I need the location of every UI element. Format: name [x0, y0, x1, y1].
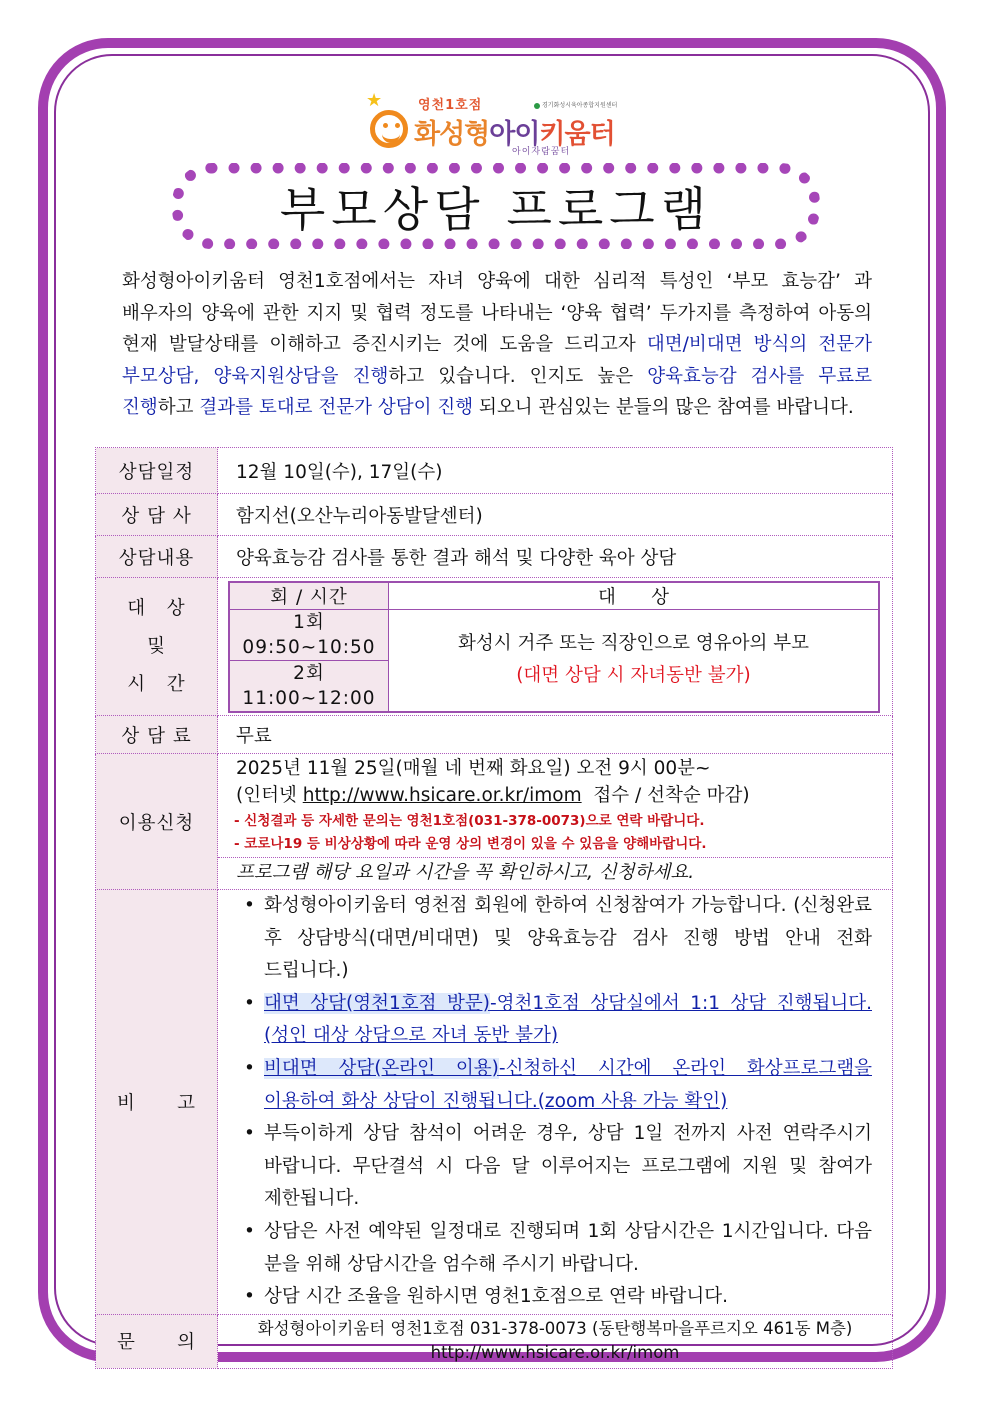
label-target-line3: 시 간 — [127, 673, 186, 695]
row-inquiry — [96, 1314, 893, 1368]
session-1 — [229, 609, 389, 660]
remark-2-text: -영천1호점 상담실에서 1:1 상담 진행됩니다.(성인 대상 상담으로 자녀 동반 불가) — [264, 992, 872, 1047]
intro-text-2: 하고 있습니다. 인지도 높은 — [388, 365, 648, 387]
row-apply — [96, 754, 893, 890]
remark-6-text: 상담 시간 조율을 원하시면 영천1호점으로 연락 바랍니다. — [264, 1286, 728, 1308]
header-target: 대 상 — [389, 582, 880, 610]
row-target — [96, 578, 893, 716]
session-header — [229, 582, 879, 610]
label-apply: 이용신청 — [96, 754, 218, 890]
remark-2-highlight: 대면 상담(영천1호점 방문) — [264, 992, 490, 1014]
intro-emphasis-3: 결과를 토대로 전문가 상담이 진행 — [199, 397, 474, 418]
remark-4 — [240, 1118, 872, 1216]
value-target — [218, 578, 893, 716]
remark-3-highlight: 비대면 상담(온라인 이용) — [264, 1057, 499, 1079]
bullet-icon: • — [244, 1286, 255, 1308]
remark-4-text: 부득이하게 상담 참석이 어려운 경우, 상담 1일 전까지 사전 연락주시기 바랍니다. 무단결석 시 다음 달 이루어지는 프로그램에 지원 및 참여가 제한됩니다. — [264, 1123, 872, 1210]
logo-name-part2: 아이 — [489, 119, 540, 150]
value-remarks — [218, 890, 893, 1315]
apply-italic-note: 프로그램 해당 요일과 시간을 꼭 확인하시고, 신청하세요. — [236, 862, 695, 883]
label-content: 상담내용 — [96, 536, 218, 578]
inquiry-link[interactable]: http://www.hsicare.or.kr/imom — [430, 1343, 680, 1363]
label-remarks: 비 고 — [96, 890, 218, 1315]
apply-line1: 2025년 11월 25일(매월 네 번째 화요일) 오전 9시 00분~ — [236, 758, 711, 779]
logo-branch: 영천1호점 — [418, 98, 483, 113]
target-desc — [389, 609, 880, 712]
target-note: (대면 상담 시 자녀동반 불가) — [516, 665, 751, 686]
bullet-icon: • — [244, 895, 255, 916]
remark-1 — [240, 890, 872, 988]
intro-paragraph — [122, 266, 872, 424]
remark-5 — [240, 1216, 872, 1281]
value-inquiry — [218, 1314, 893, 1368]
row-remarks — [96, 890, 893, 1315]
apply-link[interactable]: http://www.hsicare.or.kr/imom — [302, 785, 582, 806]
value-apply — [218, 754, 893, 890]
intro-text-3: 하고 — [157, 397, 200, 418]
bullet-icon: • — [244, 1220, 255, 1242]
logo-partner-text: 경기화성시육아종합지원센터 — [542, 102, 618, 109]
value-content: 양육효능감 검사를 통한 결과 해석 및 다양한 육아 상담 — [218, 536, 893, 578]
bullet-icon: • — [244, 1057, 255, 1079]
logo-name-part1: 화성형 — [414, 119, 490, 150]
inquiry-address: 화성형아이키움터 영천1호점 031-378-0073 (동탄행복마을푸르지오 461동 M층) — [257, 1319, 853, 1339]
remark-1-text: 화성형아이키움터 영천점 회원에 한하여 신청참여가 가능합니다. (신청완료 후 상담방식(대면/비대면) 및 양육효능감 검사 진행 방법 안내 전화 드립니다.) — [264, 895, 872, 982]
label-target-line1: 대 상 — [127, 597, 186, 619]
title-banner — [172, 163, 820, 249]
apply-line2-pre: (인터넷 — [236, 785, 303, 806]
info-table — [95, 447, 893, 1369]
row-date — [96, 448, 893, 494]
remark-3 — [240, 1053, 872, 1118]
remark-6 — [240, 1281, 872, 1314]
label-fee: 상 담 료 — [96, 716, 218, 754]
remark-3-text: -신청하신 시간에 온라인 화상프로그램을 이용하여 화상 상담이 진행됩니다.(zoom 사용 가능 확인) — [264, 1057, 872, 1112]
logo-partner — [534, 100, 617, 109]
logo-sub: 아이자람꿈터 — [512, 147, 571, 157]
page-title: 부모상담 프로그램 — [279, 182, 713, 238]
partner-dot-icon — [534, 103, 540, 109]
label-inquiry: 문 의 — [96, 1314, 218, 1368]
row-fee — [96, 716, 893, 754]
session-1-time: 09:50~10:50 — [242, 636, 376, 658]
value-counselor: 함지선(오산누리아동발달센터) — [218, 494, 893, 536]
row-content — [96, 536, 893, 578]
label-target — [96, 578, 218, 716]
label-counselor: 상 담 사 — [96, 494, 218, 536]
session-table — [228, 581, 880, 713]
remarks-list — [240, 890, 872, 1314]
value-fee: 무료 — [218, 716, 893, 754]
session-1-name: 1회 — [293, 611, 325, 633]
org-logo — [362, 92, 632, 162]
remark-5-text: 상담은 사전 예약된 일정대로 진행되며 1회 상담시간은 1시간입니다. 다음 분을 위해 상담시간을 엄수해 주시기 바랍니다. — [264, 1220, 872, 1275]
header-session: 회 / 시간 — [229, 582, 389, 610]
label-date: 상담일정 — [96, 448, 218, 494]
value-date: 12월 10일(수), 17일(수) — [218, 448, 893, 494]
session-2-name: 2회 — [293, 662, 325, 684]
intro-emphasis-2: 양육효능감 검사를 무료로 진행 — [122, 365, 872, 418]
target-text: 화성시 거주 또는 직장인으로 영유아의 부모 — [457, 633, 810, 654]
session-2 — [229, 660, 389, 712]
remark-2 — [240, 988, 872, 1053]
apply-line2-post: 접수 / 선착순 마감) — [581, 785, 750, 806]
intro-text-1: 화성형아이키움터 영천1호점에서는 자녀 양육에 대한 심리적 특성인 ‘부모 효능감’ 과 배우자의 양육에 관한 지지 및 협력 정도를 나타내는 ‘양육 협력’ 두가지를 측정하여 아동의 현재 발달상태를 이해하고 증진시키는 것에 도움을 드리고자 — [122, 271, 872, 355]
bullet-icon: • — [244, 992, 255, 1014]
apply-note2: - 코로나19 등 비상상황에 따라 운영 상의 변경이 있을 수 있음을 양해바랍니다. — [218, 833, 892, 858]
bullet-icon: • — [244, 1123, 255, 1145]
smile-face-icon — [370, 110, 408, 148]
intro-emphasis-1: 대면/비대면 방식의 전문가 부모상담, 양육지원상담을 진행 — [122, 334, 872, 387]
label-target-line2: 및 — [147, 635, 166, 657]
row-counselor — [96, 494, 893, 536]
star-icon: ★ — [366, 90, 383, 111]
session-row-1 — [229, 609, 879, 660]
intro-text-4: 되오니 관심있는 분들의 많은 참여를 바랍니다. — [473, 397, 854, 418]
apply-line2 — [218, 782, 892, 809]
apply-note1: - 신청결과 등 자세한 문의는 영천1호점(031-378-0073)으로 연락 바랍니다. — [234, 813, 705, 829]
session-2-time: 11:00~12:00 — [242, 687, 376, 709]
logo-name-part3: 키움터 — [539, 119, 615, 150]
